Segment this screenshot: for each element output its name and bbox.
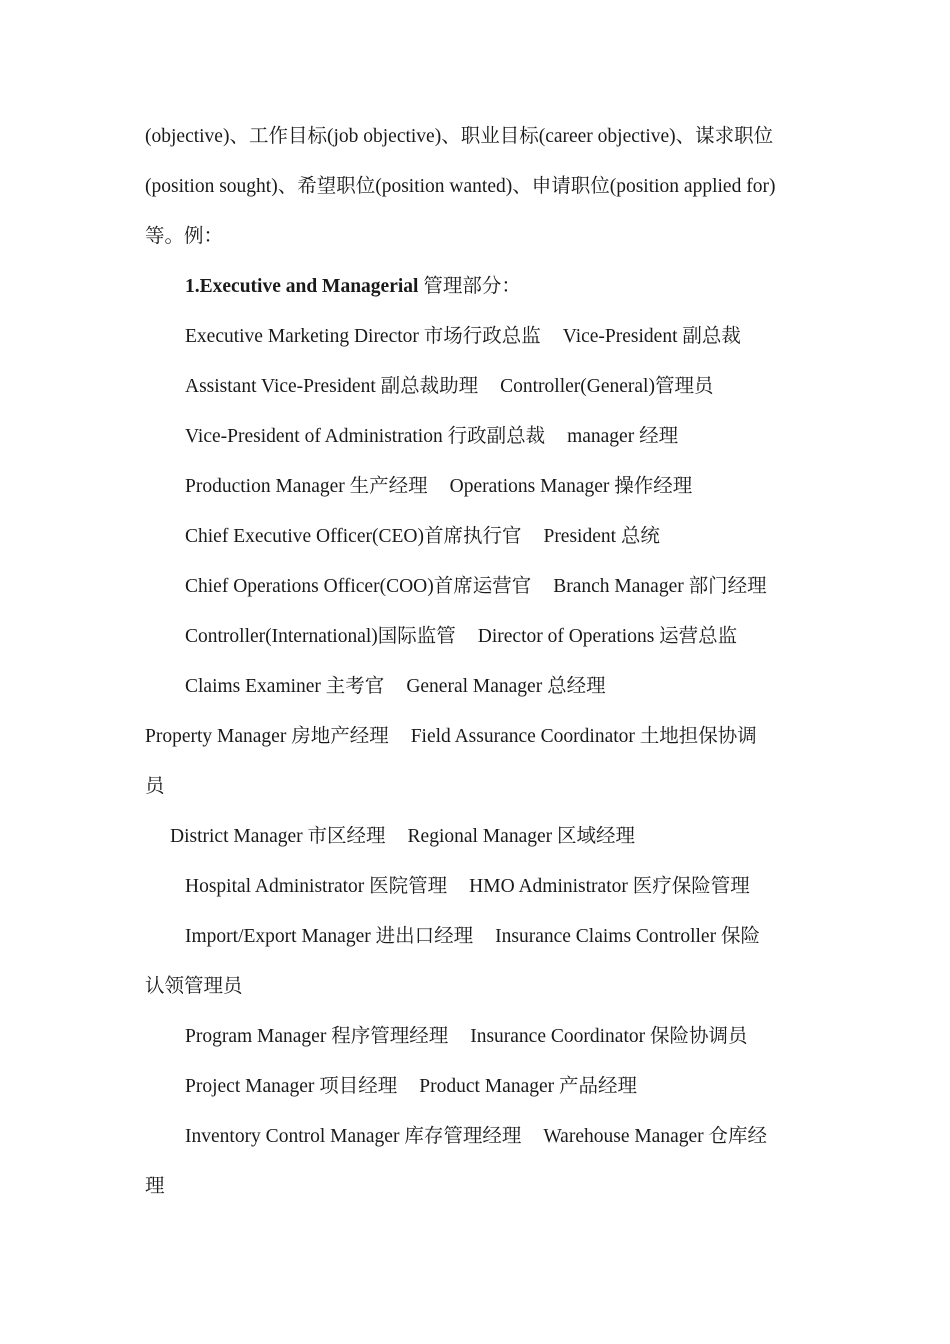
- job-title-entry: HMO Administrator 医疗保险管理: [469, 876, 750, 897]
- job-title-row: [185, 324, 741, 350]
- job-title-entry: Project Manager 项目经理: [185, 1076, 398, 1097]
- job-title-entry: Vice-President 副总裁: [562, 326, 741, 347]
- job-title-entry: Claims Examiner 主考官: [185, 676, 385, 697]
- job-title-entry: Vice-President of Administration 行政副总裁: [185, 426, 546, 447]
- job-title-row-continuation: [145, 974, 243, 1000]
- job-title-entry: Hospital Administrator 医院管理: [185, 876, 448, 897]
- job-title-row: [185, 1124, 767, 1150]
- section-heading: [185, 274, 521, 300]
- intro-line-3: [145, 224, 223, 250]
- job-title-entry: President 总统: [543, 526, 660, 547]
- job-title-entry: Executive Marketing Director 市场行政总监: [185, 326, 541, 347]
- intro-text-1: (objective)、工作目标(job objective)、职业目标(career objective)、谋求职位: [145, 126, 774, 147]
- job-title-entry: 认领管理员: [145, 976, 243, 997]
- job-title-row: [185, 624, 737, 650]
- job-title-entry: Operations Manager 操作经理: [449, 476, 693, 497]
- intro-text-2: (position sought)、希望职位(position wanted)、申请职位(position applied for): [145, 176, 776, 197]
- job-title-entry: Regional Manager 区域经理: [407, 826, 635, 847]
- job-title-row: [185, 924, 760, 950]
- job-title-entry: Warehouse Manager 仓库经: [543, 1126, 768, 1147]
- job-title-row: [185, 1074, 637, 1100]
- job-title-entry: Program Manager 程序管理经理: [185, 1026, 449, 1047]
- job-title-entry: Import/Export Manager 进出口经理: [185, 926, 474, 947]
- job-title-entry: Inventory Control Manager 库存管理经理: [185, 1126, 522, 1147]
- job-title-entry: 员: [145, 776, 165, 797]
- section-heading-cn: 管理部分：: [418, 276, 521, 297]
- job-title-entry: Controller(International)国际监管: [185, 626, 456, 647]
- job-title-row: [185, 524, 660, 550]
- job-title-entry: Property Manager 房地产经理: [145, 726, 389, 747]
- section-heading-number-title: 1.Executive and Managerial: [185, 276, 419, 297]
- job-title-entry: Chief Executive Officer(CEO)首席执行官: [185, 526, 522, 547]
- job-title-row: [185, 1024, 747, 1050]
- job-title-row: [185, 874, 750, 900]
- job-title-entry: Field Assurance Coordinator 土地担保协调: [410, 726, 757, 747]
- job-title-row: [185, 374, 713, 400]
- job-title-row: [185, 474, 692, 500]
- job-title-entry: manager 经理: [567, 426, 679, 447]
- job-title-entry: Controller(General)管理员: [500, 376, 714, 397]
- job-title-entry: Director of Operations 运营总监: [477, 626, 738, 647]
- job-title-entry: Insurance Claims Controller 保险: [495, 926, 760, 947]
- job-title-entry: Chief Operations Officer(COO)首席运营官: [185, 576, 532, 597]
- job-title-entry: Production Manager 生产经理: [185, 476, 428, 497]
- intro-line-1: [145, 124, 773, 150]
- job-title-row: [185, 574, 767, 600]
- job-title-row: [170, 824, 635, 850]
- job-title-entry: Branch Manager 部门经理: [553, 576, 767, 597]
- job-title-row-continuation: [145, 1174, 165, 1200]
- intro-line-2: [145, 174, 775, 200]
- job-title-entry: Insurance Coordinator 保险协调员: [470, 1026, 748, 1047]
- job-title-row: [185, 674, 606, 700]
- job-title-row-continuation: [145, 774, 165, 800]
- job-title-entry: Product Manager 产品经理: [419, 1076, 638, 1097]
- job-title-entry: District Manager 市区经理: [170, 826, 386, 847]
- job-title-row: [185, 424, 678, 450]
- job-title-entry: Assistant Vice-President 副总裁助理: [185, 376, 479, 397]
- job-title-row: [145, 724, 757, 750]
- job-title-entry: 理: [145, 1176, 165, 1197]
- intro-text-3: 等。例：: [145, 226, 224, 247]
- job-title-entry: General Manager 总经理: [406, 676, 606, 697]
